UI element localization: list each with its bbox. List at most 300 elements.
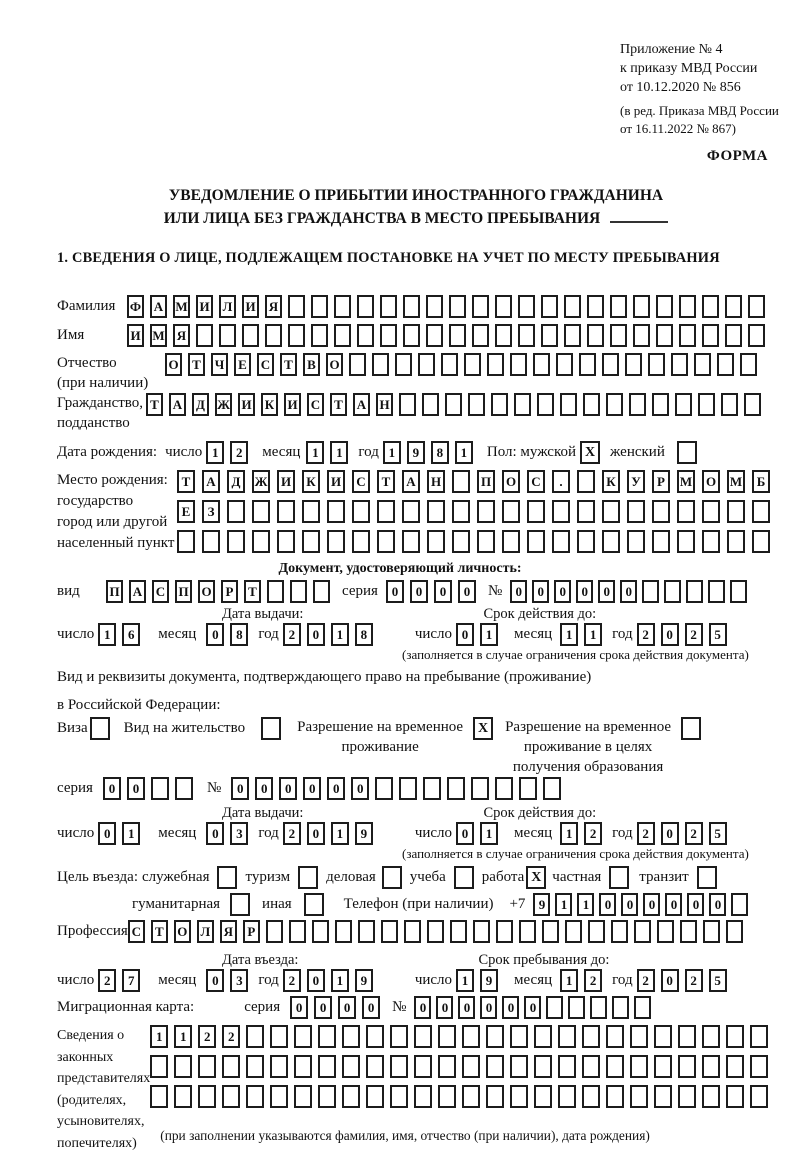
char-box[interactable] — [414, 1025, 432, 1048]
char-box[interactable] — [680, 920, 697, 943]
char-box[interactable]: 1 — [150, 1025, 168, 1048]
char-box[interactable] — [380, 295, 397, 318]
char-box[interactable]: 0 — [480, 996, 497, 1019]
char-box[interactable]: 2 — [283, 822, 301, 845]
char-box[interactable] — [375, 777, 393, 800]
char-box[interactable]: Е — [177, 500, 195, 523]
gender-male-checkbox[interactable]: X — [580, 441, 600, 464]
char-box[interactable]: 0 — [410, 580, 428, 603]
char-box[interactable]: 0 — [643, 893, 660, 916]
char-box[interactable] — [335, 920, 352, 943]
char-box[interactable]: А — [402, 470, 420, 493]
char-box[interactable] — [174, 1085, 192, 1108]
gender-female-checkbox[interactable] — [677, 441, 697, 464]
char-box[interactable] — [175, 777, 193, 800]
char-box[interactable]: 2 — [637, 623, 655, 646]
char-box[interactable] — [510, 1055, 528, 1078]
char-box[interactable]: 0 — [458, 580, 476, 603]
char-box[interactable]: 0 — [576, 580, 593, 603]
char-box[interactable]: 0 — [436, 996, 453, 1019]
char-box[interactable] — [652, 530, 670, 553]
char-box[interactable] — [402, 530, 420, 553]
char-box[interactable] — [731, 893, 748, 916]
char-box[interactable]: 0 — [303, 777, 321, 800]
char-box[interactable] — [477, 500, 495, 523]
char-box[interactable]: 0 — [206, 623, 224, 646]
char-box[interactable] — [246, 1085, 264, 1108]
char-box[interactable]: С — [152, 580, 169, 603]
char-box[interactable]: 1 — [122, 822, 140, 845]
char-box[interactable]: С — [257, 353, 274, 376]
char-box[interactable]: 2 — [637, 822, 655, 845]
char-box[interactable] — [577, 500, 595, 523]
char-box[interactable] — [702, 1025, 720, 1048]
char-box[interactable]: Р — [243, 920, 260, 943]
char-box[interactable] — [452, 530, 470, 553]
char-box[interactable] — [577, 530, 595, 553]
char-box[interactable]: 2 — [222, 1025, 240, 1048]
char-box[interactable] — [495, 295, 512, 318]
char-box[interactable]: И — [242, 295, 259, 318]
char-box[interactable] — [657, 920, 674, 943]
char-box[interactable] — [270, 1055, 288, 1078]
char-box[interactable] — [519, 920, 536, 943]
char-box[interactable] — [438, 1055, 456, 1078]
char-box[interactable] — [611, 920, 628, 943]
char-box[interactable] — [602, 353, 619, 376]
char-box[interactable] — [242, 324, 259, 347]
char-box[interactable] — [630, 1025, 648, 1048]
char-box[interactable] — [418, 353, 435, 376]
char-box[interactable]: 0 — [554, 580, 571, 603]
char-box[interactable]: 0 — [510, 580, 527, 603]
char-box[interactable] — [730, 580, 747, 603]
char-box[interactable]: 1 — [331, 969, 349, 992]
char-box[interactable] — [151, 777, 169, 800]
char-box[interactable]: 0 — [661, 969, 679, 992]
temp-residence-edu-checkbox[interactable] — [681, 717, 701, 740]
char-box[interactable]: У — [627, 470, 645, 493]
char-box[interactable] — [438, 1025, 456, 1048]
char-box[interactable] — [487, 353, 504, 376]
char-box[interactable]: Я — [265, 295, 282, 318]
char-box[interactable]: 2 — [283, 969, 301, 992]
char-box[interactable] — [541, 324, 558, 347]
char-box[interactable]: И — [238, 393, 255, 416]
char-box[interactable]: Т — [146, 393, 163, 416]
char-box[interactable] — [477, 530, 495, 553]
char-box[interactable] — [452, 500, 470, 523]
char-box[interactable] — [486, 1055, 504, 1078]
char-box[interactable] — [652, 500, 670, 523]
char-box[interactable]: 0 — [709, 893, 726, 916]
char-box[interactable]: 1 — [456, 969, 474, 992]
char-box[interactable] — [302, 530, 320, 553]
residence-permit-checkbox[interactable] — [261, 717, 281, 740]
char-box[interactable]: Ж — [215, 393, 232, 416]
char-box[interactable] — [486, 1025, 504, 1048]
char-box[interactable] — [514, 393, 531, 416]
char-box[interactable] — [634, 996, 651, 1019]
char-box[interactable] — [462, 1025, 480, 1048]
char-box[interactable]: 9 — [533, 893, 550, 916]
char-box[interactable]: 0 — [206, 969, 224, 992]
purpose-business-checkbox[interactable] — [382, 866, 402, 889]
char-box[interactable] — [678, 1055, 696, 1078]
char-box[interactable]: 1 — [584, 623, 602, 646]
char-box[interactable] — [565, 920, 582, 943]
char-box[interactable] — [380, 324, 397, 347]
char-box[interactable] — [294, 1025, 312, 1048]
char-box[interactable] — [468, 393, 485, 416]
char-box[interactable] — [564, 295, 581, 318]
char-box[interactable] — [496, 920, 513, 943]
char-box[interactable]: 0 — [279, 777, 297, 800]
char-box[interactable] — [395, 353, 412, 376]
char-box[interactable] — [642, 580, 659, 603]
char-box[interactable]: 1 — [480, 623, 498, 646]
char-box[interactable] — [606, 393, 623, 416]
char-box[interactable]: С — [307, 393, 324, 416]
char-box[interactable] — [606, 1025, 624, 1048]
char-box[interactable] — [702, 500, 720, 523]
char-box[interactable] — [252, 500, 270, 523]
char-box[interactable] — [678, 1025, 696, 1048]
char-box[interactable] — [534, 1055, 552, 1078]
char-box[interactable]: 0 — [255, 777, 273, 800]
char-box[interactable]: 1 — [577, 893, 594, 916]
char-box[interactable]: 1 — [560, 969, 578, 992]
char-box[interactable] — [452, 470, 470, 493]
char-box[interactable] — [625, 353, 642, 376]
char-box[interactable] — [612, 996, 629, 1019]
char-box[interactable] — [352, 530, 370, 553]
char-box[interactable] — [546, 996, 563, 1019]
char-box[interactable] — [246, 1025, 264, 1048]
char-box[interactable] — [227, 500, 245, 523]
char-box[interactable] — [352, 500, 370, 523]
char-box[interactable] — [357, 324, 374, 347]
char-box[interactable] — [694, 353, 711, 376]
char-box[interactable] — [541, 295, 558, 318]
char-box[interactable]: 0 — [386, 580, 404, 603]
char-box[interactable] — [527, 530, 545, 553]
char-box[interactable]: 1 — [560, 623, 578, 646]
char-box[interactable] — [423, 777, 441, 800]
char-box[interactable] — [427, 500, 445, 523]
char-box[interactable] — [177, 530, 195, 553]
purpose-transit-checkbox[interactable] — [697, 866, 717, 889]
char-box[interactable] — [366, 1085, 384, 1108]
char-box[interactable] — [495, 324, 512, 347]
char-box[interactable] — [445, 393, 462, 416]
char-box[interactable] — [377, 500, 395, 523]
char-box[interactable] — [590, 996, 607, 1019]
char-box[interactable]: 2 — [230, 441, 248, 464]
char-box[interactable] — [198, 1055, 216, 1078]
char-box[interactable]: А — [202, 470, 220, 493]
char-box[interactable] — [510, 1025, 528, 1048]
char-box[interactable] — [390, 1085, 408, 1108]
char-box[interactable] — [675, 393, 692, 416]
char-box[interactable] — [447, 777, 465, 800]
char-box[interactable] — [288, 295, 305, 318]
char-box[interactable] — [726, 1025, 744, 1048]
char-box[interactable]: 3 — [230, 822, 248, 845]
char-box[interactable] — [602, 500, 620, 523]
char-box[interactable] — [471, 777, 489, 800]
char-box[interactable] — [414, 1055, 432, 1078]
char-box[interactable] — [564, 324, 581, 347]
char-box[interactable]: 0 — [456, 822, 474, 845]
char-box[interactable] — [727, 530, 745, 553]
char-box[interactable] — [740, 353, 757, 376]
char-box[interactable] — [495, 777, 513, 800]
purpose-private-checkbox[interactable] — [609, 866, 629, 889]
char-box[interactable]: 0 — [458, 996, 475, 1019]
char-box[interactable] — [534, 1025, 552, 1048]
char-box[interactable] — [399, 777, 417, 800]
char-box[interactable]: М — [173, 295, 190, 318]
char-box[interactable] — [654, 1085, 672, 1108]
char-box[interactable] — [656, 324, 673, 347]
char-box[interactable] — [534, 1085, 552, 1108]
char-box[interactable] — [502, 500, 520, 523]
char-box[interactable] — [560, 393, 577, 416]
char-box[interactable] — [568, 996, 585, 1019]
char-box[interactable] — [265, 324, 282, 347]
char-box[interactable]: 0 — [524, 996, 541, 1019]
char-box[interactable]: 0 — [351, 777, 369, 800]
char-box[interactable]: 0 — [599, 893, 616, 916]
char-box[interactable]: 0 — [502, 996, 519, 1019]
char-box[interactable] — [358, 920, 375, 943]
char-box[interactable]: 1 — [455, 441, 473, 464]
char-box[interactable] — [725, 295, 742, 318]
char-box[interactable] — [679, 324, 696, 347]
char-box[interactable] — [752, 500, 770, 523]
char-box[interactable]: А — [353, 393, 370, 416]
char-box[interactable]: Ч — [211, 353, 228, 376]
char-box[interactable]: 5 — [709, 822, 727, 845]
char-box[interactable] — [334, 324, 351, 347]
char-box[interactable] — [518, 295, 535, 318]
char-box[interactable]: С — [352, 470, 370, 493]
char-box[interactable] — [717, 353, 734, 376]
char-box[interactable]: 1 — [174, 1025, 192, 1048]
char-box[interactable] — [222, 1055, 240, 1078]
char-box[interactable] — [552, 530, 570, 553]
char-box[interactable] — [426, 324, 443, 347]
char-box[interactable]: 1 — [480, 822, 498, 845]
char-box[interactable]: 2 — [198, 1025, 216, 1048]
char-box[interactable] — [510, 1085, 528, 1108]
char-box[interactable] — [334, 295, 351, 318]
char-box[interactable]: И — [284, 393, 301, 416]
char-box[interactable] — [198, 1085, 216, 1108]
purpose-study-checkbox[interactable] — [454, 866, 474, 889]
char-box[interactable]: 0 — [307, 822, 325, 845]
visa-checkbox[interactable] — [90, 717, 110, 740]
char-box[interactable] — [633, 295, 650, 318]
char-box[interactable] — [752, 530, 770, 553]
char-box[interactable] — [656, 295, 673, 318]
char-box[interactable]: Т — [177, 470, 195, 493]
char-box[interactable] — [462, 1085, 480, 1108]
char-box[interactable] — [654, 1025, 672, 1048]
char-box[interactable]: К — [261, 393, 278, 416]
char-box[interactable]: 1 — [331, 623, 349, 646]
char-box[interactable] — [518, 324, 535, 347]
char-box[interactable]: А — [129, 580, 146, 603]
char-box[interactable] — [552, 500, 570, 523]
char-box[interactable] — [403, 295, 420, 318]
char-box[interactable]: 0 — [621, 893, 638, 916]
char-box[interactable] — [679, 295, 696, 318]
char-box[interactable]: Н — [427, 470, 445, 493]
char-box[interactable]: Т — [377, 470, 395, 493]
char-box[interactable]: 0 — [127, 777, 145, 800]
char-box[interactable] — [587, 324, 604, 347]
char-box[interactable]: 0 — [103, 777, 121, 800]
char-box[interactable] — [750, 1025, 768, 1048]
char-box[interactable] — [725, 324, 742, 347]
char-box[interactable]: 9 — [355, 822, 373, 845]
char-box[interactable] — [270, 1025, 288, 1048]
char-box[interactable]: Л — [219, 295, 236, 318]
char-box[interactable] — [289, 920, 306, 943]
char-box[interactable] — [318, 1025, 336, 1048]
char-box[interactable]: К — [602, 470, 620, 493]
char-box[interactable]: 0 — [456, 623, 474, 646]
char-box[interactable]: Т — [151, 920, 168, 943]
char-box[interactable]: 2 — [685, 623, 703, 646]
char-box[interactable] — [327, 530, 345, 553]
char-box[interactable]: 0 — [661, 623, 679, 646]
char-box[interactable] — [502, 530, 520, 553]
char-box[interactable]: 0 — [314, 996, 332, 1019]
char-box[interactable] — [606, 1085, 624, 1108]
char-box[interactable]: Ф — [127, 295, 144, 318]
char-box[interactable]: О — [502, 470, 520, 493]
char-box[interactable]: Е — [234, 353, 251, 376]
char-box[interactable] — [327, 500, 345, 523]
char-box[interactable]: В — [303, 353, 320, 376]
char-box[interactable] — [342, 1025, 360, 1048]
char-box[interactable] — [630, 1055, 648, 1078]
char-box[interactable] — [582, 1085, 600, 1108]
char-box[interactable] — [491, 393, 508, 416]
char-box[interactable]: О — [702, 470, 720, 493]
char-box[interactable]: 2 — [98, 969, 116, 992]
char-box[interactable]: Р — [221, 580, 238, 603]
char-box[interactable]: 0 — [434, 580, 452, 603]
char-box[interactable]: 0 — [532, 580, 549, 603]
char-box[interactable] — [390, 1055, 408, 1078]
char-box[interactable] — [630, 1085, 648, 1108]
char-box[interactable]: М — [150, 324, 167, 347]
char-box[interactable] — [441, 353, 458, 376]
char-box[interactable]: 2 — [584, 822, 602, 845]
char-box[interactable]: 0 — [307, 969, 325, 992]
char-box[interactable] — [606, 1055, 624, 1078]
char-box[interactable] — [246, 1055, 264, 1078]
char-box[interactable]: 1 — [330, 441, 348, 464]
char-box[interactable] — [372, 353, 389, 376]
char-box[interactable] — [450, 920, 467, 943]
char-box[interactable] — [302, 500, 320, 523]
char-box[interactable] — [404, 920, 421, 943]
char-box[interactable] — [708, 580, 725, 603]
char-box[interactable] — [349, 353, 366, 376]
char-box[interactable]: 0 — [687, 893, 704, 916]
purpose-work-checkbox[interactable]: X — [526, 866, 546, 889]
purpose-humanitarian-checkbox[interactable] — [230, 893, 250, 916]
char-box[interactable] — [366, 1025, 384, 1048]
char-box[interactable] — [678, 1085, 696, 1108]
char-box[interactable] — [462, 1055, 480, 1078]
char-box[interactable]: 2 — [685, 822, 703, 845]
char-box[interactable]: М — [727, 470, 745, 493]
temp-residence-checkbox[interactable]: X — [473, 717, 493, 740]
char-box[interactable]: Т — [188, 353, 205, 376]
char-box[interactable]: 8 — [431, 441, 449, 464]
char-box[interactable]: З — [202, 500, 220, 523]
char-box[interactable] — [537, 393, 554, 416]
char-box[interactable] — [414, 1085, 432, 1108]
char-box[interactable]: 0 — [290, 996, 308, 1019]
char-box[interactable]: 2 — [637, 969, 655, 992]
char-box[interactable]: И — [196, 295, 213, 318]
char-box[interactable] — [150, 1085, 168, 1108]
char-box[interactable]: 0 — [338, 996, 356, 1019]
char-box[interactable] — [381, 920, 398, 943]
char-box[interactable] — [677, 500, 695, 523]
char-box[interactable] — [312, 920, 329, 943]
char-box[interactable] — [486, 1085, 504, 1108]
char-box[interactable] — [357, 295, 374, 318]
char-box[interactable] — [583, 393, 600, 416]
char-box[interactable]: К — [302, 470, 320, 493]
char-box[interactable] — [750, 1055, 768, 1078]
char-box[interactable]: Н — [376, 393, 393, 416]
char-box[interactable] — [702, 295, 719, 318]
char-box[interactable] — [366, 1055, 384, 1078]
char-box[interactable] — [342, 1085, 360, 1108]
char-box[interactable]: О — [174, 920, 191, 943]
char-box[interactable] — [602, 530, 620, 553]
char-box[interactable]: 9 — [355, 969, 373, 992]
char-box[interactable] — [577, 470, 595, 493]
char-box[interactable] — [402, 500, 420, 523]
char-box[interactable] — [533, 353, 550, 376]
char-box[interactable] — [698, 393, 715, 416]
char-box[interactable] — [579, 353, 596, 376]
char-box[interactable]: Я — [220, 920, 237, 943]
purpose-other-checkbox[interactable] — [304, 893, 324, 916]
char-box[interactable]: А — [169, 393, 186, 416]
char-box[interactable]: Б — [752, 470, 770, 493]
char-box[interactable] — [449, 295, 466, 318]
char-box[interactable] — [464, 353, 481, 376]
char-box[interactable]: 5 — [709, 969, 727, 992]
char-box[interactable] — [629, 393, 646, 416]
purpose-official-checkbox[interactable] — [217, 866, 237, 889]
char-box[interactable]: 0 — [598, 580, 615, 603]
char-box[interactable] — [174, 1055, 192, 1078]
char-box[interactable]: 9 — [407, 441, 425, 464]
char-box[interactable]: 8 — [355, 623, 373, 646]
